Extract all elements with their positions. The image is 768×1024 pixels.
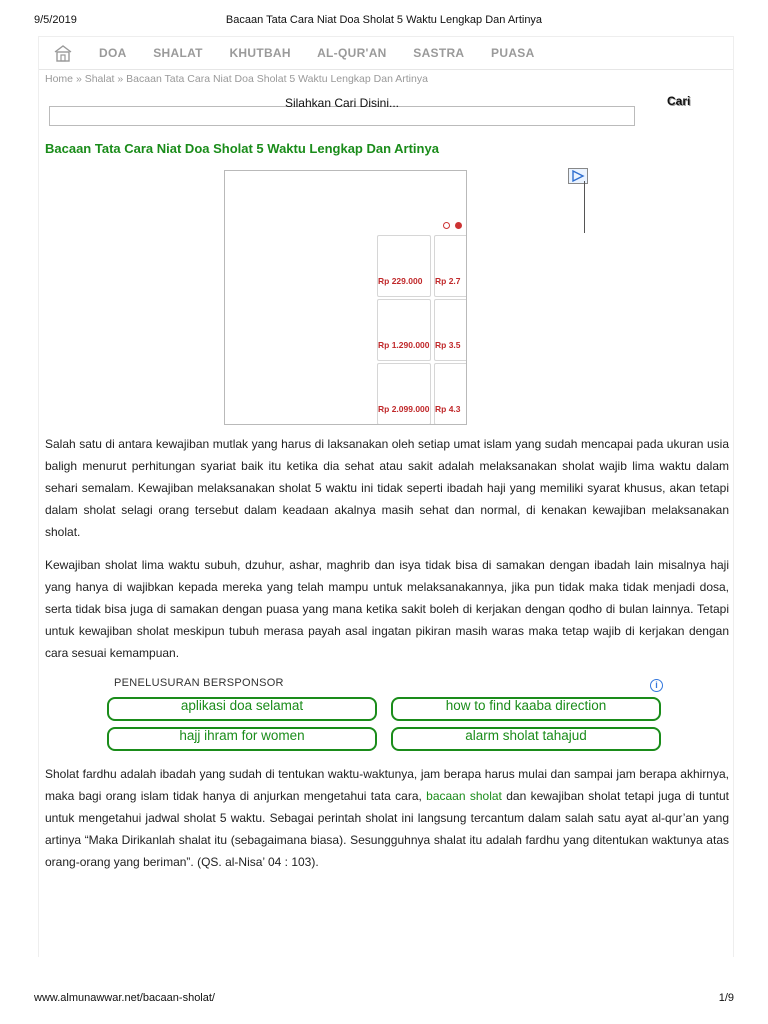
sponsored-link-label: hajj ihram for women (179, 728, 305, 743)
main-nav (39, 37, 733, 70)
article-paragraph: Salah satu di antara kewajiban mutlak yang harus di laksanakan oleh setiap umat islam yang sudah mencapai pada ukuran usia baligh menurut perhitungan syariat baik itu ketika dia sehat atau sakit adalah melaksanakan sholat wajib lima waktu dalam sehari semalam. Kewajiban melaksanakan sholat 5 waktu ini tidak seperti ibadah haji yang memiliki syarat khusus, akan tetapi dalam sholat selagi orang tersebut dalam keadaan akalnya masih sehat dan normal, di kenakan kewajiban melaksanakan sholat. (45, 437, 729, 539)
sponsored-link-button[interactable] (391, 697, 661, 721)
print-date: 9/5/2019 (34, 14, 77, 26)
carousel-dot[interactable] (443, 222, 450, 229)
breadcrumb-current: Bacaan Tata Cara Niat Doa Sholat 5 Waktu Lengkap Dan Artinya (126, 73, 428, 85)
print-url: www.almunawwar.net/bacaan-sholat/ (34, 992, 215, 1004)
search-input[interactable] (49, 96, 635, 126)
article-paragraph: Kewajiban sholat lima waktu subuh, dzuhur, ashar, maghrib dan isya tidak bisa di samakan dengan ibadah lain misalnya haji yang hanya di wajibkan kepada mereka yang telah mampu untuk melaksanakannya, jika pun tidak maka tidak menjadi dosa, serta tidak bisa juga di samakan dengan puasa yang mana ketika sakit boleh di kerjakan dengan qodho di bulan lainnya. Tetapi untuk kewajiban sholat meskipun tubuh merasa payah asal ingatan pikiran masih waras maka tetap wajib di kerjakan dengan cara sesuai kemampuan. (45, 558, 729, 660)
product-card[interactable] (377, 299, 431, 361)
paragraph-text: Sholat fardhu adalah ibadah yang sudah di tentukan waktu-waktunya, jam berapa harus mulai dan sampai jam berapa akhirnya, maka bagi orang islam tidak hanya di anjurkan mengetahui tata cara, (45, 767, 729, 803)
post-title: Bacaan Tata Cara Niat Doa Sholat 5 Waktu Lengkap Dan Artinya (45, 141, 439, 156)
product-card[interactable] (434, 299, 467, 361)
bacaan-sholat-link[interactable]: bacaan sholat (426, 789, 502, 803)
nav-item-alquran[interactable]: AL-QUR'AN (317, 46, 387, 60)
breadcrumb-home[interactable]: Home (45, 73, 74, 85)
nav-menu (99, 46, 558, 60)
nav-item-sastra[interactable]: SASTRA (413, 46, 465, 60)
product-ad[interactable] (224, 170, 467, 425)
nav-item-shalat[interactable]: SHALAT (153, 46, 203, 60)
product-price: Rp 2.099.000 (378, 404, 430, 414)
search-placeholder: Silahkan Cari Disini... (284, 96, 400, 110)
product-card[interactable] (377, 235, 431, 297)
sponsored-link-button[interactable] (107, 727, 377, 751)
nav-item-khutbah[interactable]: KHUTBAH (229, 46, 291, 60)
paragraph-text: dan kewajiban sholat tetapi juga di tuntut untuk mengetahui jadwal sholat 5 waktu. Sebagai perintah sholat ini langsung tercantum dalam salah satu ayat al-qur’an yang artinya “Maka Dirikanlah shalat itu (sebagaimana biasa). Sesungguhnya shalat itu adalah fardhu yang ditentukan waktunya atas orang-orang yang beriman”. (QS. al-Nisa’ 04 : 103). (45, 789, 730, 869)
print-title: Bacaan Tata Cara Niat Doa Sholat 5 Waktu Lengkap Dan Artinya (225, 14, 543, 26)
page-content (38, 36, 734, 957)
ad-divider (584, 181, 585, 233)
product-card[interactable] (434, 235, 467, 297)
breadcrumb-separator: » (117, 73, 124, 85)
carousel-dot-active[interactable] (455, 222, 462, 229)
adchoices-icon[interactable] (568, 168, 588, 184)
sponsored-link-button[interactable] (391, 727, 661, 751)
product-price: Rp 1.290.000 (378, 340, 430, 350)
print-header (34, 14, 734, 30)
nav-item-puasa[interactable]: PUASA (491, 46, 535, 60)
sponsored-link-button[interactable] (107, 697, 377, 721)
sponsored-link-label: aplikasi doa selamat (180, 698, 304, 713)
breadcrumb (45, 73, 428, 85)
product-card[interactable] (377, 363, 431, 425)
sponsored-link-label: how to find kaaba direction (445, 698, 607, 713)
product-price: Rp 229.000 (378, 276, 423, 286)
home-icon[interactable] (53, 44, 73, 62)
print-footer (34, 992, 734, 1006)
breadcrumb-separator: » (75, 73, 82, 85)
sponsored-link-label: alarm sholat tahajud (465, 728, 587, 743)
carousel-dots (443, 216, 467, 226)
search-button[interactable]: Cari (667, 94, 691, 108)
nav-item-doa[interactable]: DOA (99, 46, 127, 60)
product-price: Rp 3.5 (435, 340, 461, 350)
info-icon[interactable]: i (650, 679, 663, 692)
print-page-number: 1/9 (718, 992, 734, 1004)
product-price: Rp 2.7 (435, 276, 461, 286)
article-paragraph (45, 763, 729, 873)
product-card[interactable] (434, 363, 467, 425)
sponsored-label: PENELUSURAN BERSPONSOR (114, 677, 284, 689)
product-price: Rp 4.3 (435, 404, 461, 414)
breadcrumb-category[interactable]: Shalat (84, 73, 115, 85)
